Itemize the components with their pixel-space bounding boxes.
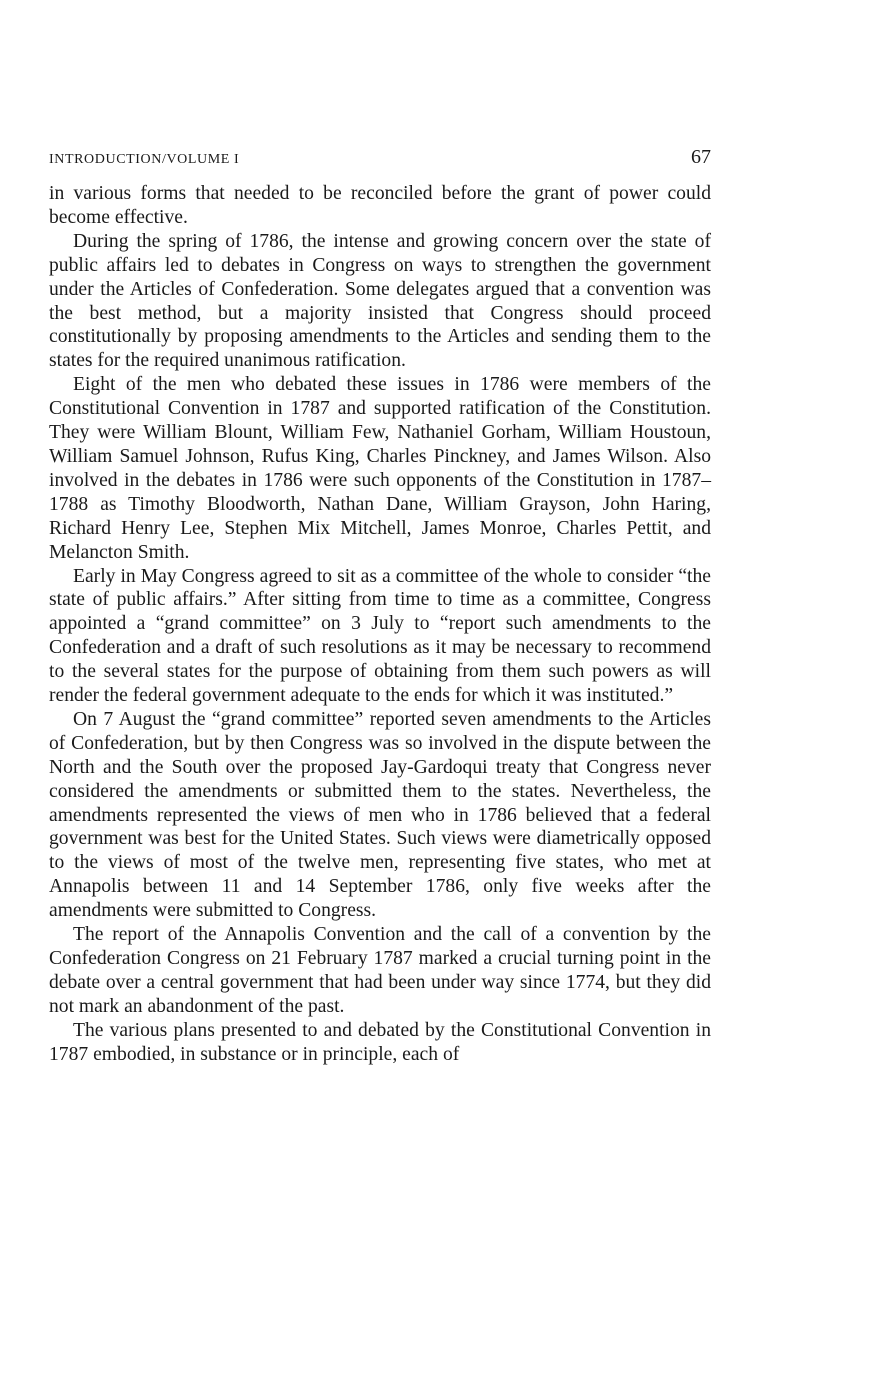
paragraph: On 7 August the “grand committee” reported seven amendments to the Articles of Confederation, but by then Congress was so involved in the dispute between the North and the South over the proposed Jay-Gardoqui treaty that Congress never considered the amendments or submitted them to the states. Nevertheless, the amendments represented the views of men who in 1786 believed that a federal government was best for the United States. Such views were diametrically opposed to the views of most of the twelve men, representing five states, who met at Annapolis between 11 and 14 September 1786, only five weeks after the amendments were submitted to Congress.: [49, 708, 711, 922]
running-title: INTRODUCTION/VOLUME I: [49, 152, 240, 167]
book-page: [49, 146, 711, 1067]
paragraph: in various forms that needed to be reconciled before the grant of power could become effective.: [49, 183, 711, 228]
body-text: [49, 182, 711, 1067]
paragraph: During the spring of 1786, the intense and growing concern over the state of public affairs led to debates in Congress on ways to strengthen the government under the Articles of Confederation. Some delegates argued that a convention was the best method, but a majority insisted that Congress should proceed constitutionally by proposing amendments to the Articles and sending them to the states for the required unanimous ratification.: [49, 230, 711, 372]
paragraph: Early in May Congress agreed to sit as a committee of the whole to consider “the state of public affairs.” After sitting from time to time as a committee, Congress appointed a “grand committee” on 3 July to “report such amendments to the Confederation and a draft of such resolutions as it may be necessary to recommend to the several states for the purpose of obtaining from them such powers as will render the federal government adequate to the ends for which it was instituted.”: [49, 565, 711, 707]
paragraph: Eight of the men who debated these issues in 1786 were members of the Constitutional Convention in 1787 and supported ratification of the Constitution. They were William Blount, William Few, Nathaniel Gorham, William Houstoun, William Samuel Johnson, Rufus King, Charles Pinckney, and James Wilson. Also involved in the debates in 1786 were such opponents of the Constitution in 1787–1788 as Timothy Bloodworth, Nathan Dane, William Grayson, John Haring, Richard Henry Lee, Stephen Mix Mitchell, James Monroe, Charles Pettit, and Melancton Smith.: [49, 374, 711, 563]
page-number: 67: [691, 146, 711, 168]
paragraph: The report of the Annapolis Convention and the call of a convention by the Confederation Congress on 21 February 1787 marked a crucial turning point in the debate over a central government that had been under way since 1774, but they did not mark an abandonment of the past.: [49, 924, 711, 1017]
running-head: [49, 146, 711, 182]
paragraph: The various plans presented to and debated by the Constitutional Convention in 1787 embodied, in substance or in principle, each of: [49, 1019, 711, 1065]
